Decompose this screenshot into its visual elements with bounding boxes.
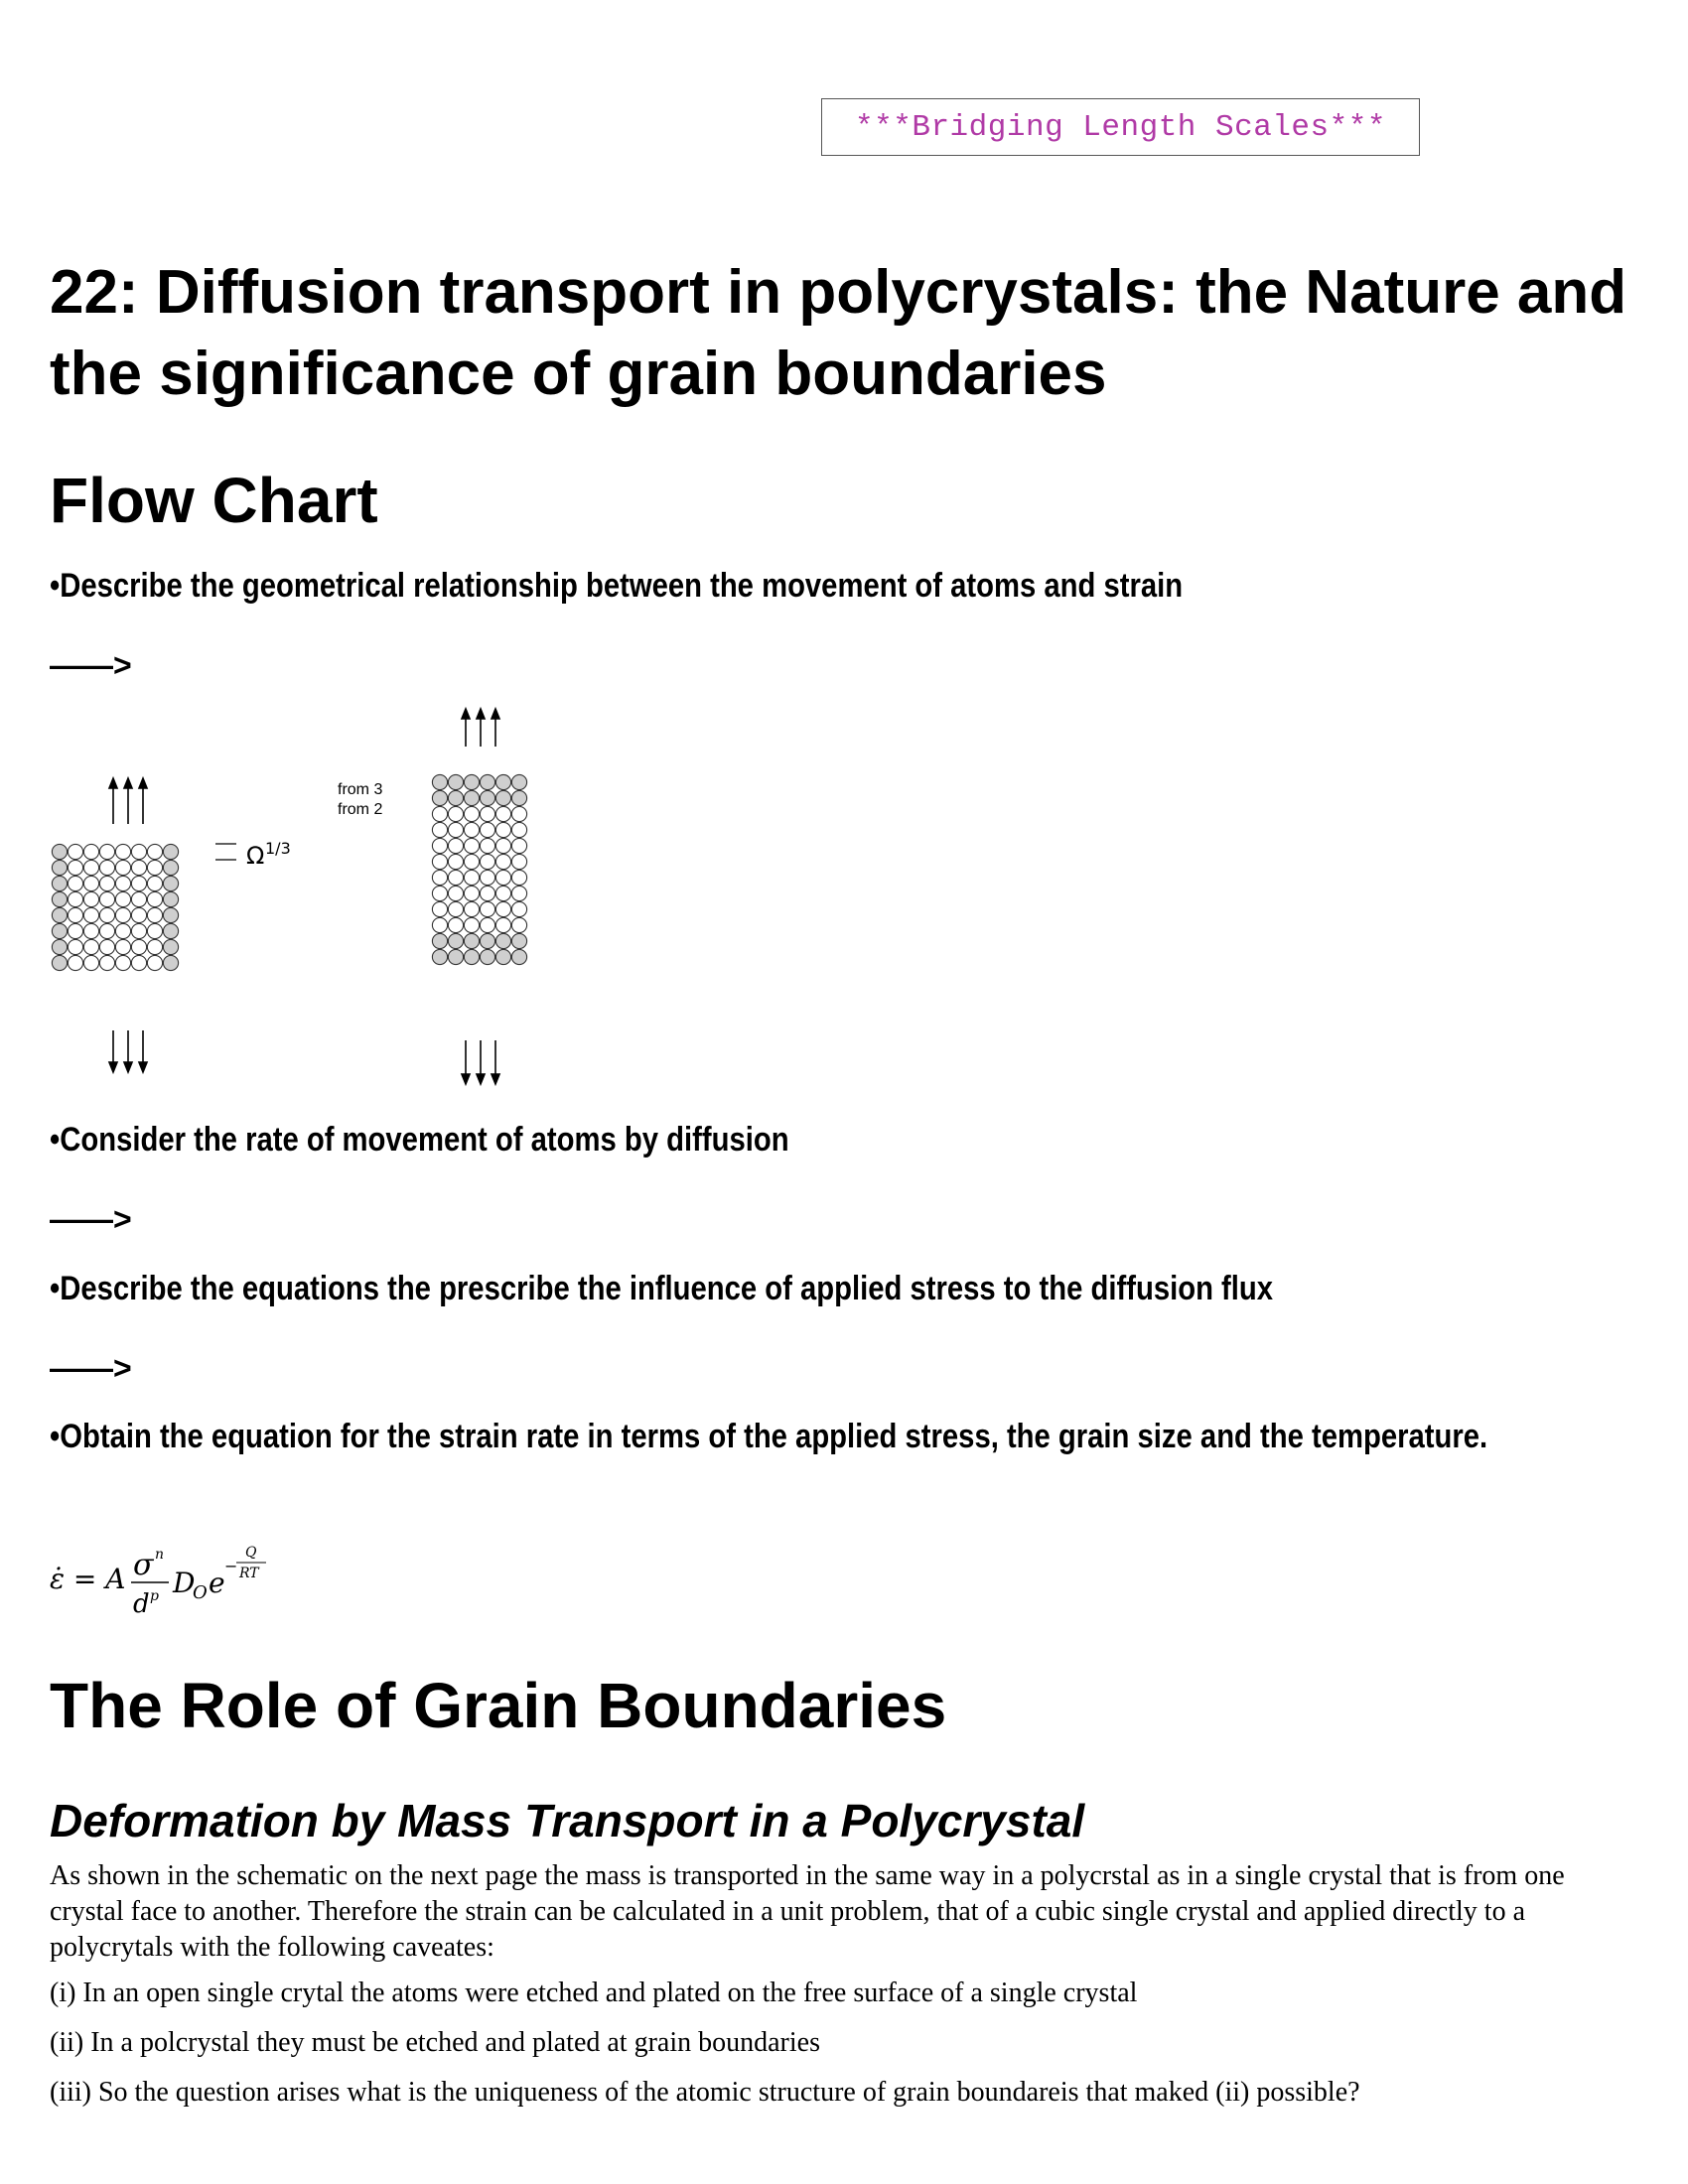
atom-circle (68, 939, 82, 954)
omega-label: Ω (246, 842, 265, 870)
atom-circle (147, 907, 162, 922)
atom-circle (511, 886, 526, 900)
from-3-label: from 3 (338, 781, 383, 798)
atom-circle (480, 917, 494, 932)
atom-circle (448, 806, 463, 821)
atom-circle (495, 949, 510, 964)
atom-circle (432, 838, 447, 853)
atom-circle (495, 854, 510, 869)
atom-circle (464, 870, 479, 885)
atom-circle (432, 949, 447, 964)
atom-circle (99, 923, 114, 938)
atom-circle (147, 939, 162, 954)
atom-circle (115, 955, 130, 970)
atom-circle (147, 860, 162, 875)
atom-circle (495, 917, 510, 932)
from-2-label: from 2 (338, 801, 383, 818)
atom-circle (495, 901, 510, 916)
atom-circle (480, 870, 494, 885)
intro-paragraph: As shown in the schematic on the next page the mass is transported in the same way in a polycrstal as in a single crystal that is from one crystal face to another. Therefore the strain can be calculated in a unit problem, that of a cubic single crystal and applied directly to a polycrytals with the following caveates: (50, 1860, 1565, 1963)
atom-circle (115, 891, 130, 906)
atom-circle (464, 886, 479, 900)
atom-circle (448, 838, 463, 853)
atom-circle (52, 891, 67, 906)
atom-circle (448, 901, 463, 916)
atom-circle (511, 901, 526, 916)
atom-circle (163, 860, 178, 875)
atom-circle (52, 860, 67, 875)
atom-circle (68, 876, 82, 890)
exponent-RT: RT (239, 1566, 259, 1581)
atom-circle (448, 790, 463, 805)
atom-circle (115, 923, 130, 938)
exponent-sign: − (224, 1557, 238, 1575)
atom-circle (83, 907, 98, 922)
lattice-spacing-marker (215, 844, 236, 860)
atom-circle (432, 774, 447, 789)
exponent-Q: Q (245, 1545, 257, 1561)
atom-circle (480, 886, 494, 900)
atom-circle (480, 933, 494, 948)
atom-circle (464, 901, 479, 916)
atom-circle (131, 891, 146, 906)
atom-circle (68, 891, 82, 906)
atom-circle (52, 923, 67, 938)
atom-circle (163, 907, 178, 922)
atom-circle (448, 886, 463, 900)
atom-circle (495, 790, 510, 805)
atom-circle (68, 907, 82, 922)
flow-arrow-3: ——> (50, 1350, 132, 1386)
flow-item-3: •Describe the equations the prescribe the influence of applied stress to the diffusion flux (50, 1270, 1274, 1307)
atom-circle (480, 838, 494, 853)
atom-circle (511, 854, 526, 869)
atom-circle (480, 854, 494, 869)
single-crystal-block-after (432, 774, 526, 964)
equation-D: D (173, 1567, 196, 1599)
atom-circle (511, 774, 526, 789)
atom-circle (131, 923, 146, 938)
banner-label: ***Bridging Length Scales*** (821, 98, 1420, 156)
equation-d: d (133, 1589, 150, 1619)
atom-circle (147, 876, 162, 890)
flow-arrow-1: ——> (50, 647, 132, 683)
atom-circle (115, 876, 130, 890)
equation-sigma: σ (133, 1548, 154, 1582)
atom-circle (480, 949, 494, 964)
atom-circle (83, 844, 98, 859)
caveat-item-3: (iii) So the question arises what is the uniqueness of the atomic structure of grain boundareis that maked (ii) possible? (50, 2077, 1360, 2108)
atom-circle (432, 854, 447, 869)
right-tension-arrows-top (462, 709, 499, 747)
atom-circle (480, 774, 494, 789)
caveat-item-1: (i) In an open single crytal the atoms were etched and plated on the free surface of a single crystal (50, 1978, 1138, 2008)
atom-circle (464, 774, 479, 789)
atom-circle (68, 860, 82, 875)
atom-circle (52, 844, 67, 859)
atom-circle (83, 860, 98, 875)
atom-circle (83, 891, 98, 906)
atom-circle (83, 955, 98, 970)
flow-item-2: •Consider the rate of movement of atoms by diffusion (50, 1121, 789, 1159)
equation-d-exp: p (150, 1588, 159, 1604)
equation-D-sub: O (193, 1582, 208, 1603)
atom-circle (115, 907, 130, 922)
atom-circle (495, 822, 510, 837)
atom-circle (131, 939, 146, 954)
atom-circle (163, 923, 178, 938)
atom-circle (495, 806, 510, 821)
atom-circle (448, 870, 463, 885)
atom-circle (464, 854, 479, 869)
atom-strain-diagram (40, 695, 616, 1102)
atom-circle (511, 949, 526, 964)
atom-circle (480, 806, 494, 821)
atom-circle (131, 955, 146, 970)
atom-circle (448, 854, 463, 869)
atom-circle (68, 955, 82, 970)
atom-circle (115, 939, 130, 954)
atom-circle (131, 907, 146, 922)
atom-circle (52, 955, 67, 970)
atom-circle (115, 860, 130, 875)
atom-circle (147, 955, 162, 970)
atom-circle (147, 844, 162, 859)
atom-circle (83, 923, 98, 938)
atom-circle (511, 790, 526, 805)
atom-circle (464, 933, 479, 948)
flow-item-4: •Obtain the equation for the strain rate in terms of the applied stress, the grain size and the temperature. (50, 1418, 1488, 1455)
atom-circle (99, 907, 114, 922)
caveat-item-2: (ii) In a polcrystal they must be etched and plated at grain boundaries (50, 2027, 820, 2058)
atom-circle (464, 806, 479, 821)
atom-circle (432, 901, 447, 916)
atom-circle (99, 891, 114, 906)
atom-circle (432, 917, 447, 932)
atom-circle (147, 923, 162, 938)
atom-circle (163, 891, 178, 906)
atom-circle (495, 774, 510, 789)
left-tension-arrows-top (109, 778, 147, 824)
flow-arrow-2: ——> (50, 1201, 132, 1237)
atom-circle (448, 933, 463, 948)
atom-circle (115, 844, 130, 859)
single-crystal-block-before (52, 844, 178, 970)
atom-circle (147, 891, 162, 906)
equation-e: e (209, 1567, 225, 1599)
atom-circle (432, 933, 447, 948)
atom-circle (464, 838, 479, 853)
atom-circle (495, 886, 510, 900)
atom-circle (52, 876, 67, 890)
atom-circle (163, 844, 178, 859)
left-tension-arrows-bottom (109, 1030, 147, 1072)
atom-circle (163, 876, 178, 890)
atom-circle (432, 790, 447, 805)
flow-chart-heading: Flow Chart (50, 465, 378, 536)
atom-circle (52, 939, 67, 954)
atom-circle (68, 923, 82, 938)
page-title: 22: Diffusion transport in polycrystals: the Nature and the significance of grain boundaries (50, 258, 1627, 408)
atom-circle (480, 901, 494, 916)
atom-circle (511, 822, 526, 837)
right-tension-arrows-bottom (462, 1040, 499, 1084)
atom-circle (432, 870, 447, 885)
atom-circle (448, 774, 463, 789)
atom-circle (464, 790, 479, 805)
atom-circle (163, 955, 178, 970)
atom-circle (131, 844, 146, 859)
atom-circle (448, 822, 463, 837)
atom-circle (480, 790, 494, 805)
atom-circle (432, 806, 447, 821)
atom-circle (495, 838, 510, 853)
atom-circle (464, 917, 479, 932)
atom-circle (495, 933, 510, 948)
atom-circle (432, 822, 447, 837)
atom-circle (464, 949, 479, 964)
atom-circle (83, 876, 98, 890)
grain-boundaries-heading: The Role of Grain Boundaries (50, 1670, 947, 1741)
atom-circle (448, 949, 463, 964)
equation-sigma-exp: n (155, 1547, 165, 1563)
atom-circle (52, 907, 67, 922)
atom-circle (99, 844, 114, 859)
atom-circle (511, 806, 526, 821)
mass-transport-subheading: Deformation by Mass Transport in a Polycrystal (50, 1795, 1085, 1846)
equation-lhs: ε̇ = A (50, 1563, 126, 1595)
atom-circle (511, 838, 526, 853)
atom-circle (99, 876, 114, 890)
atom-circle (432, 886, 447, 900)
atom-circle (99, 860, 114, 875)
atom-circle (480, 822, 494, 837)
atom-circle (83, 939, 98, 954)
atom-circle (99, 955, 114, 970)
omega-exponent: 1/3 (265, 839, 291, 858)
atom-circle (163, 939, 178, 954)
atom-circle (464, 822, 479, 837)
atom-circle (511, 870, 526, 885)
atom-circle (511, 933, 526, 948)
atom-circle (99, 939, 114, 954)
atom-circle (131, 876, 146, 890)
atom-circle (68, 844, 82, 859)
atom-circle (131, 860, 146, 875)
atom-circle (511, 917, 526, 932)
atom-circle (495, 870, 510, 885)
strain-rate-equation (50, 1537, 288, 1626)
flow-item-1: •Describe the geometrical relationship between the movement of atoms and strain (50, 567, 1184, 605)
atom-circle (448, 917, 463, 932)
